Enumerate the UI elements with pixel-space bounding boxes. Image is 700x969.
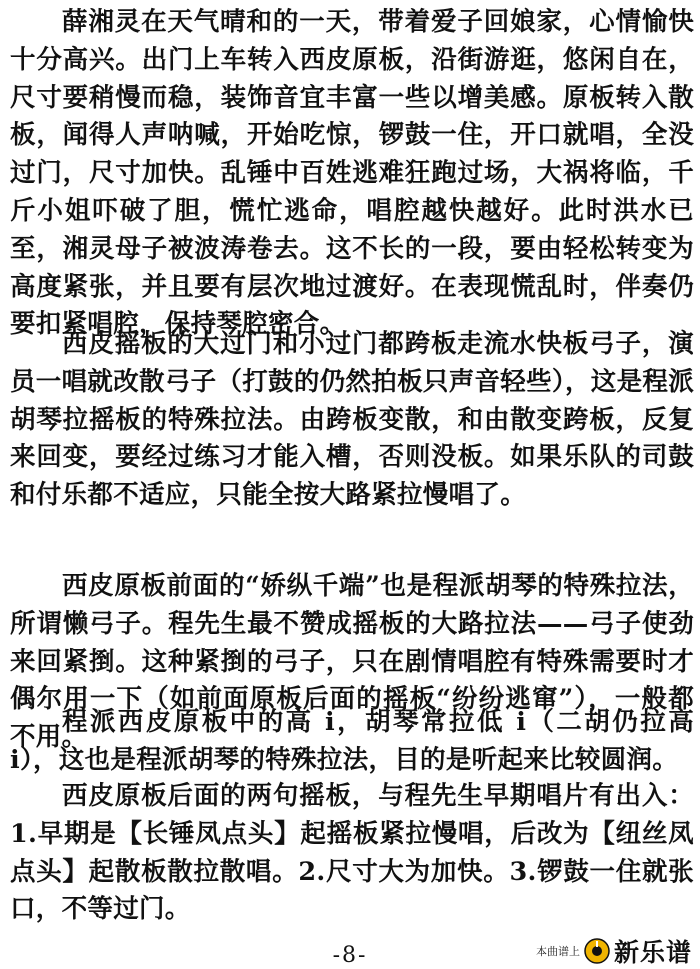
paragraph-3: 西皮原板前面的“娇纵千端”也是程派胡琴的特殊拉法，所谓懒弓子。程先生最不赞成摇板的大路拉法——弓子使劲来回紧捯。这种紧捯的弓子，只在剧情唱腔有特殊需要时才偶尔用一下（如前面原板后面的摇板“纷纷逃窜”），一般都不用。 [10, 571, 694, 753]
watermark [536, 933, 692, 969]
watermark-brand: 新乐谱 [613, 938, 692, 967]
page-number: -8- [332, 943, 368, 968]
watermark-small-text: 本曲谱上 [535, 945, 580, 958]
paragraph-5: 西皮原板后面的两句摇板，与程先生早期唱片有出入：1.早期是【长锤凤点头】起摇板紧拉慢唱，后改为【纽丝凤点头】起散板散拉散唱。2.尺寸大为加快。3.锣鼓一住就张口，不等过门。 [10, 781, 694, 925]
paragraph-4: 程派西皮原板中的高 i，胡琴常拉低 i（二胡仍拉高 i），这也是程派胡琴的特殊拉法，目的是听起来比较圆润。 [10, 707, 694, 775]
paragraph-2: 西皮摇板的大过门和小过门都跨板走流水快板弓子，演员一唱就改散弓子（打鼓的仍然拍板只声音轻些），这是程派胡琴拉摇板的特殊拉法。由跨板变散，和由散变跨板，反复来回变，要经过练习才能入槽，否则没板。如果乐队的司鼓和付乐都不适应，只能全按大路紧拉慢唱了。 [10, 329, 694, 511]
paragraph-1: 薛湘灵在天气晴和的一天，带着爱子回娘家，心情愉快十分高兴。出门上车转入西皮原板，沿街游逛，悠闲自在，尺寸要稍慢而稳，装饰音宜丰富一些以增美感。原板转入散板，闻得人声呐喊，开始吃惊，锣鼓一住，开口就唱，全没过门，尺寸加快。乱锤中百姓逃难狂跑过场，大祸将临，千斤小姐吓破了胆，慌忙逃命，唱腔越快越好。此时洪水已至，湘灵母子被波涛卷去。这不长的一段，要由轻松转变为高度紧张，并且要有层次地过渡好。在表现慌乱时，伴奏仍要扣紧唱腔，保持琴腔密合。 [10, 7, 694, 340]
music-note-icon [584, 938, 610, 964]
